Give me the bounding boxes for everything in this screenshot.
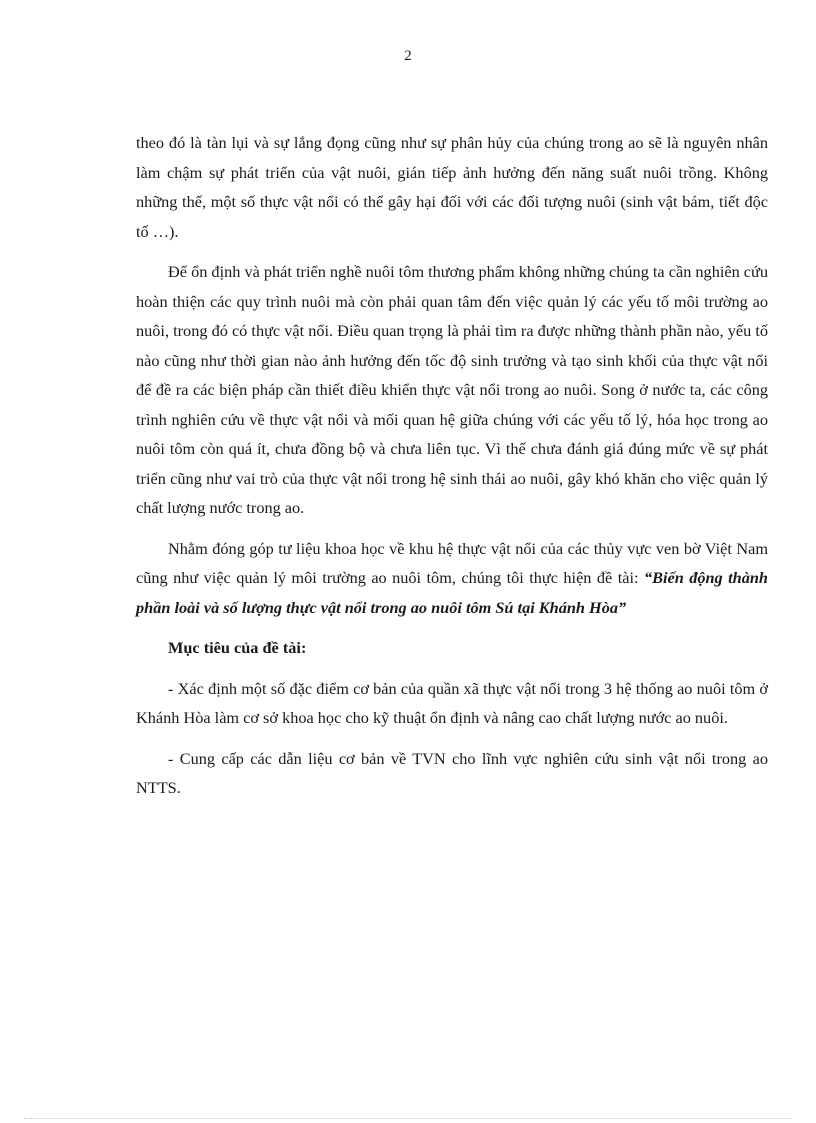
topic-intro-text: Nhằm đóng góp tư liệu khoa học về khu hệ thực vật nổi của các thủy vực ven bờ Việt Nam cũng như việc quản lý môi trường ao nuôi tôm, chúng tôi thực hiện đề tài: [136, 538, 768, 587]
objective-item-1: - Xác định một số đặc điểm cơ bản của quần xã thực vật nổi trong 3 hệ thống ao nuôi tôm ở Khánh Hòa làm cơ sở khoa học cho kỹ thuật ổn định và nâng cao chất lượng nước ao nuôi. [136, 678, 768, 727]
page-bottom-divider [24, 1118, 792, 1119]
paragraph-continuation: theo đó là tàn lụi và sự lắng đọng cũng như sự phân hủy của chúng trong ao sẽ là nguyên nhân làm chậm sự phát triển của vật nuôi, gián tiếp ảnh hưởng đến năng suất nuôi trồng. Không những thế, một số thực vật nổi có thể gây hại đối với các đối tượng nuôi (sinh vật bám, tiết độc tố …). [136, 133, 768, 241]
paragraph-thesis-topic [136, 534, 768, 623]
page-number: 2 [404, 48, 412, 64]
thesis-title: “Biến động thành phần loài và số lượng thực vật nổi trong ao nuôi tôm Sú tại Khánh Hòa” [136, 568, 768, 617]
objective-item-2: - Cung cấp các dẫn liệu cơ bản về TVN cho lĩnh vực nghiên cứu sinh vật nổi trong ao NTTS. [136, 748, 768, 797]
paragraph-shrimp-farming: Để ổn định và phát triển nghề nuôi tôm thương phẩm không những chúng ta cần nghiên cứu hoàn thiện các quy trình nuôi mà còn phải quan tâm đến việc quản lý các yếu tố môi trường ao nuôi, trong đó có thực vật nổi. Điều quan trọng là phải tìm ra được những thành phần nào, yếu tố nào cũng như thời gian nào ảnh hưởng đến tốc độ sinh trưởng và tạo sinh khối của thực vật nổi để đề ra các biện pháp cần thiết điều khiển thực vật nổi trong ao nuôi. Song ở nước ta, các công trình nghiên cứu về thực vật nổi và mối quan hệ giữa chúng với các yếu tố lý, hóa học trong ao nuôi tôm còn quá ít, chưa đồng bộ và chưa liên tục. Vì thế chưa đánh giá đúng mức về sự phát triển cũng như vai trò của thực vật nổi trong hệ sinh thái ao nuôi, gây khó khăn cho việc quản lý chất lượng nước trong ao. [136, 262, 768, 517]
objectives-heading: Mục tiêu của đề tài: [168, 638, 307, 657]
document-body [136, 128, 768, 814]
